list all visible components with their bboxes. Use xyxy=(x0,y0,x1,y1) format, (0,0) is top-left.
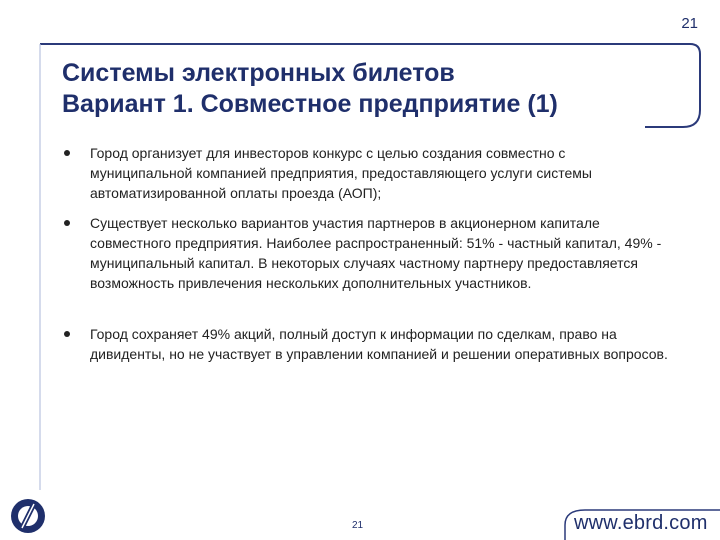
page-number-bottom: 21 xyxy=(352,520,364,531)
bullet-dot-icon xyxy=(64,331,70,337)
bullet-dot-icon xyxy=(64,220,70,226)
bullet-text: Город сохраняет 49% акций, полный доступ к информации по сделкам, право на дивиденты, но не участвует в управлении компанией и решении оперативных вопросов. xyxy=(90,326,668,362)
list-item xyxy=(90,213,670,293)
title-line-1: Системы электронных билетов xyxy=(62,59,455,87)
bullet-dot-icon xyxy=(64,150,70,156)
bullet-text: Существует несколько вариантов участия партнеров в акционерном капитале совместного предприятия. Наиболее распространенный: 51% - частный капитал, 49% - муниципальный капитал. В некоторых случаях частному партнеру предоставляется возможность привлечения нескольких дополнительных участников. xyxy=(90,215,662,291)
list-item xyxy=(90,143,670,203)
bullet-text: Город организует для инвесторов конкурс с целью создания совместно с муниципальной компанией предприятия, предоставляющего услуги системы автоматизированной оплаты проезда (АОП); xyxy=(90,145,592,201)
title-line-2: Вариант 1. Совместное предприятие (1) xyxy=(62,90,558,118)
website-link[interactable]: www.ebrd.com xyxy=(574,512,708,534)
page-number-top: 21 xyxy=(681,15,698,32)
list-item xyxy=(90,324,670,364)
ebrd-logo-icon xyxy=(8,496,48,536)
